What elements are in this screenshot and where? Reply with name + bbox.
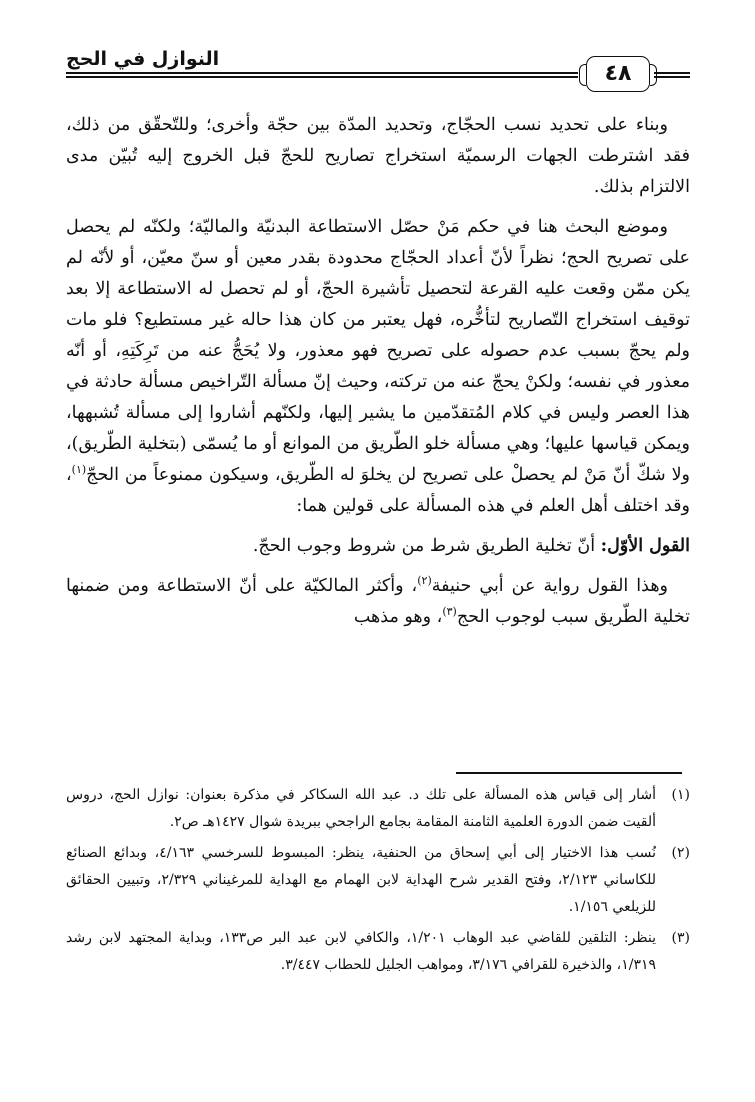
paragraph: وبناء على تحديد نسب الحجّاج، وتحديد المدّة بين حجّة وأخرى؛ وللتّحقّق من ذلك، فقد اشترطت الجهات الرسميّة استخراج تصاريح للحجّ قبل الخروج إليه تُبيّن مدى الالتزام بذلك. <box>66 115 690 197</box>
footnote-text: أشار إلى قياس هذه المسألة على تلك د. عبد الله السكاكر في مذكرة بعنوان: نوازل الحج، دروس ألقيت ضمن الدورة العلمية الثامنة المقامة بجامع الراجحي ببريدة شوال ١٤٢٧هـ ص٢. <box>66 787 656 830</box>
footnote-text: ينظر: التلقين للقاضي عبد الوهاب ١/٢٠١، والكافي لابن عبد البر ص١٣٣، وبداية المجتهد لابن رشد ١/٣١٩، والذخيرة للقرافي ٣/١٧٦، ومواهب الجليل للحطاب ٣/٤٤٧. <box>66 930 656 973</box>
footnote-number: (٢) <box>671 845 690 861</box>
opinion-label: القول الأوّل: <box>600 536 690 556</box>
paragraph-text: وموضع البحث هنا في حكم مَنْ حصّل الاستطاعة البدنيّة والماليّة؛ ولكنّه لم يحصل على تصريح الحج؛ نظراً لأنّ أعداد الحجّاج محدودة بقدر معين أو سنّ معيّن، أو لأنّه لم يكن ممّن وقعت عليه القرعة لتحصيل تأشيرة الحجّ، أو لم تحصل له الاستطاعة إلا بعد توقيف استخراج التّصاريح لتأخُّره، فهل يعتبر من كان هذا حاله غير مستطيع؟ فلو مات ولم يحجّ بسبب عدم حصوله على تصريح فهو معذور، ولا يُحَجُّ عنه من تَرِكَتِهِ، أو أنّه معذور في نفسه؛ ولكنْ يحجّ عنه من تركته، وحيث إنّ مسألة التّراخيص مسألة حادثة في هذا العصر وليس في كلام المُتقدّمين ما يشير إليها، ولكنّهم أشاروا إلى مسألة تُشبهها، ويمكن قياسها عليها؛ وهي مسألة خلو الطّريق من الموانع أو ما يُسمّى (بتخلية الطّريق)، ولا شكّ أنّ مَنْ لم يحصلْ على تصريح لن يخلوَ له الطّريق، وسيكون ممنوعاً من الحجّ <box>66 217 690 485</box>
header-rule <box>654 76 690 78</box>
paragraph <box>66 212 690 522</box>
footnote-number: (٣) <box>671 930 690 946</box>
footnote <box>66 782 690 836</box>
footnote <box>66 840 690 921</box>
paragraph-text: ، وأكثر المالكيّة على أنّ الاستطاعة ومن ضمنها تخلية الطّريق سبب لوجوب الحج <box>66 576 690 627</box>
footnote-text: نُسب هذا الاختيار إلى أبي إسحاق من الحنفية، ينظر: المبسوط للسرخسي ٤/١٦٣، وبدائع الصنائع للكاساني ٢/١٢٣، وفتح القدير شرح الهداية لابن الهمام مع الهداية للمرغيناني ٢/٣٢٩، وتبيين الحقائق للزيلعي ١/١٥٦. <box>66 845 657 915</box>
header-rule <box>654 72 690 74</box>
paragraph-text: ، وهو مذهب <box>353 607 443 627</box>
paragraph-text: ، وقد اختلف أهل العلم في هذه المسألة على قولين هما: <box>66 465 690 516</box>
page-header <box>66 46 690 96</box>
opinion-text: أنّ تخلية الطريق شرط من شروط وجوب الحجّ. <box>252 536 601 556</box>
header-rule <box>66 76 578 78</box>
footnote-marker: (١) <box>71 463 87 477</box>
footnotes <box>66 782 690 983</box>
footnote <box>66 925 690 979</box>
footnote-marker: (٣) <box>442 605 457 619</box>
main-text <box>66 110 690 642</box>
page-number: ٤٨ <box>586 56 650 92</box>
footnote-separator <box>456 772 682 774</box>
paragraph-text: وهذا القول رواية عن أبي حنيفة <box>431 576 669 596</box>
running-title: النوازل في الحج <box>66 48 220 70</box>
paragraph <box>66 571 690 633</box>
first-opinion <box>66 531 690 562</box>
footnote-marker: (٢) <box>417 574 432 588</box>
footnote-number: (١) <box>671 787 690 803</box>
header-rule <box>66 72 578 74</box>
